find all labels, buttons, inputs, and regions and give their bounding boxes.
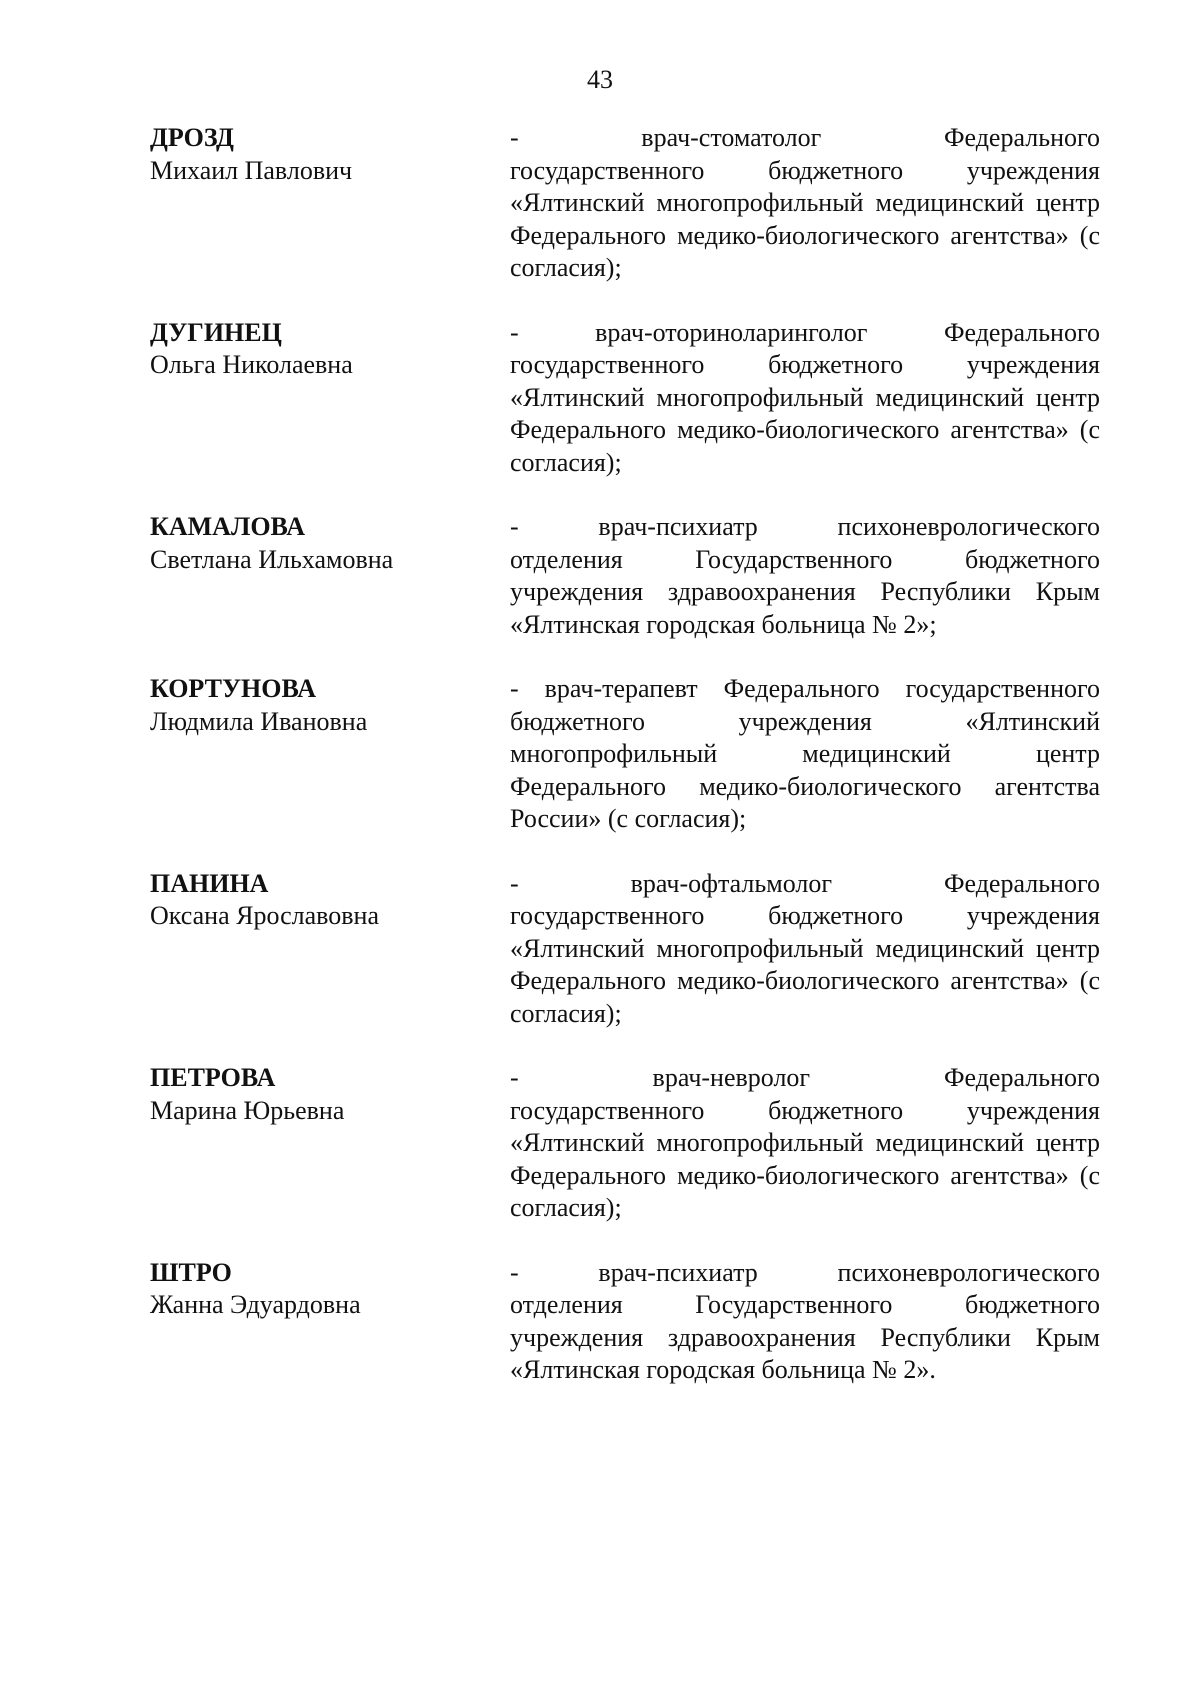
given-names: Жанна Эдуардовна xyxy=(150,1290,361,1319)
person-name xyxy=(150,868,510,933)
role-text: отделения Государственного бюджетного учреждения здравоохранения Республики Крым «Ялтинская городская больница № 2»; xyxy=(510,544,1100,639)
surname: ПАНИНА xyxy=(150,868,269,898)
role-first-line: - врач-офтальмолог Федерального xyxy=(510,868,1100,898)
person-name xyxy=(150,122,510,187)
role-text: государственного бюджетного учреждения «Ялтинский многопрофильный медицинский центр Федерального медико-биологического агентства» (с согласия); xyxy=(510,155,1100,282)
role-description xyxy=(510,673,1100,836)
page-number: 43 xyxy=(587,65,613,94)
given-names: Михаил Павлович xyxy=(150,155,353,185)
given-names: Оксана Ярославовна xyxy=(150,901,379,930)
person-name xyxy=(150,673,510,738)
given-names: Ольга Николаевна xyxy=(150,350,353,379)
role-first-line: - врач-психиатр психоневрологического xyxy=(510,1257,1100,1287)
surname: ДУГИНЕЦ xyxy=(150,317,282,347)
role-description xyxy=(510,122,1100,285)
role-first-line: - врач-психиатр психоневрологического xyxy=(510,512,1100,541)
role-description xyxy=(510,1257,1100,1387)
list-item xyxy=(150,317,1100,480)
role-text: государственного бюджетного учреждения «Ялтинский многопрофильный медицинский центр Федерального медико-биологического агентства» (с согласия); xyxy=(510,350,1100,477)
person-name xyxy=(150,1062,510,1127)
surname: ПЕТРОВА xyxy=(150,1063,276,1092)
role-description xyxy=(510,511,1100,641)
role-text: отделения Государственного бюджетного учреждения здравоохранения Республики Крым «Ялтинская городская больница № 2». xyxy=(510,1290,1100,1384)
surname: КОРТУНОВА xyxy=(150,674,316,703)
list-item xyxy=(150,868,1100,1031)
role-text: бюджетного учреждения «Ялтинский многопрофильный медицинский центр Федерального медико-биологического агентства России» (с согласия); xyxy=(510,706,1100,833)
list-item xyxy=(150,511,1100,641)
role-first-line: - врач-оториноларинголог Федерального xyxy=(510,317,1100,347)
list-item xyxy=(150,1257,1100,1387)
role-text: государственного бюджетного учреждения «Ялтинский многопрофильный медицинский центр Федерального медико-биологического агентства» (с согласия); xyxy=(510,1095,1100,1222)
person-name xyxy=(150,1257,510,1322)
role-first-line: - врач-стоматолог Федерального xyxy=(510,123,1100,152)
list-item xyxy=(150,122,1100,285)
given-names: Светлана Ильхамовна xyxy=(150,544,394,574)
role-text: государственного бюджетного учреждения «Ялтинский многопрофильный медицинский центр Федерального медико-биологического агентства» (с согласия); xyxy=(510,901,1100,1028)
list-item xyxy=(150,673,1100,836)
person-name xyxy=(150,317,510,382)
surname: ДРОЗД xyxy=(150,123,234,152)
surname: КАМАЛОВА xyxy=(150,512,306,541)
list-item xyxy=(150,1062,1100,1225)
role-description xyxy=(510,868,1100,1031)
role-first-line: - врач-невролог Федерального xyxy=(510,1063,1100,1092)
role-first-line: - врач-терапевт Федерального государственного xyxy=(510,674,1100,703)
given-names: Марина Юрьевна xyxy=(150,1095,345,1125)
role-description xyxy=(510,1062,1100,1225)
member-list xyxy=(150,122,1100,1419)
role-description xyxy=(510,317,1100,480)
surname: ШТРО xyxy=(150,1257,232,1287)
given-names: Людмила Ивановна xyxy=(150,706,368,736)
person-name xyxy=(150,511,510,576)
